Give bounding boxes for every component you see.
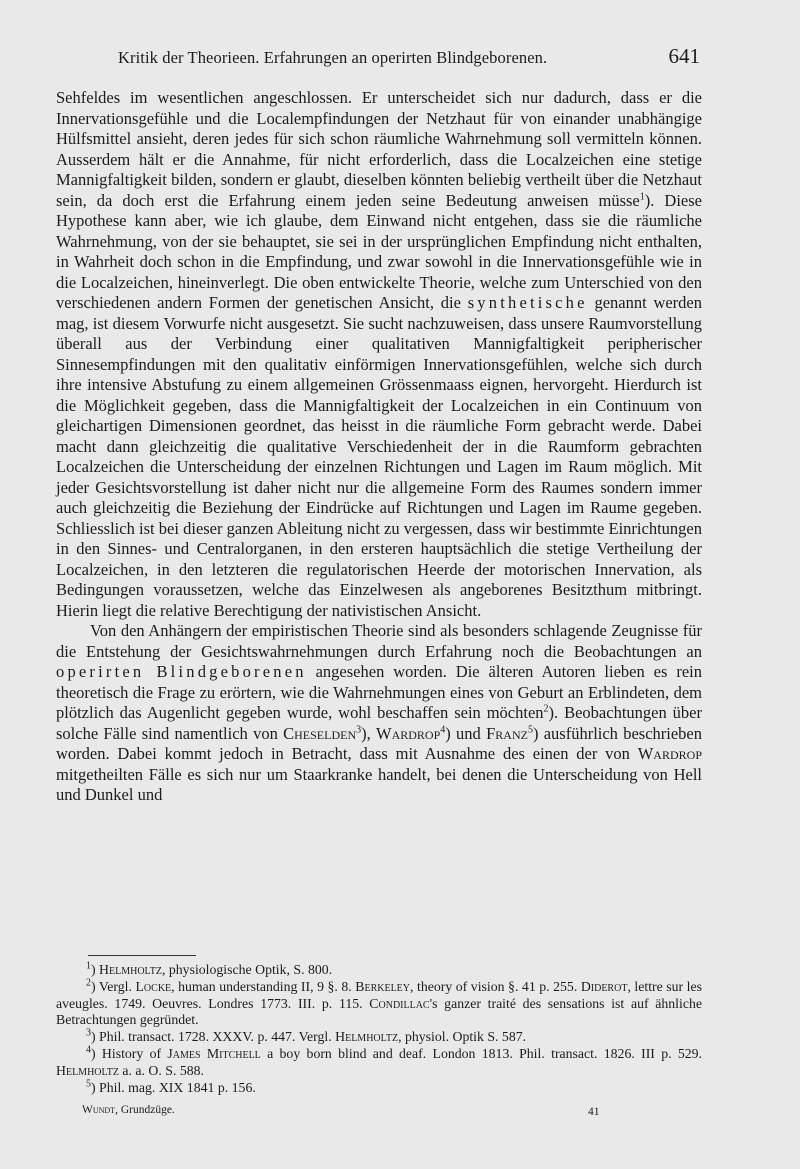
spaced-term: synthetische — [467, 293, 588, 312]
author-name: Locke — [135, 978, 172, 994]
footnote-text: ) Vergl. — [91, 978, 136, 994]
bottom-title — [82, 1104, 175, 1116]
body-text — [56, 88, 702, 806]
footnote-text: ) History of — [91, 1045, 168, 1061]
author-name: James Mitchell — [167, 1045, 261, 1061]
footnote-divider — [88, 955, 196, 956]
p2-text-c: ). Beobachtungen über solche Fälle sind namentlich von — [56, 703, 702, 743]
footnote-text: a. a. O. S. 588. — [118, 1062, 205, 1078]
footnote-ref-2: 2 — [543, 703, 549, 715]
author-name: Helmholtz — [56, 1062, 119, 1078]
footnote-5 — [56, 1077, 702, 1097]
footnote-text: 's ganzer traité des sensations ist auf ähnliche Betrachtungen gegründet. — [56, 995, 702, 1028]
running-title: Kritik der Theorieen. Erfahrungen an operirten Blindgeborenen. — [118, 48, 548, 67]
footnote-text: , theory of vision §. 41 p. 255. — [410, 978, 581, 994]
footnote-2 — [56, 979, 702, 1029]
footnote-text: ) — [91, 962, 100, 977]
p2-text-d: ), — [361, 723, 371, 743]
footnote-1 — [56, 962, 702, 979]
author-name: Wardrop — [376, 723, 441, 743]
author-name: Franz — [486, 723, 528, 743]
running-header — [60, 44, 700, 74]
footnote-ref-3: 3 — [356, 724, 362, 735]
work-title: , Grundzüge. — [115, 1104, 175, 1116]
author-name: Berkeley — [355, 978, 411, 994]
signature-mark: 41 — [588, 1106, 600, 1118]
footnote-ref-4: 4 — [440, 724, 446, 735]
footnote-text: , physiol. Optik S. 587. — [398, 1029, 527, 1045]
spaced-term: operirten Blindgeborenen — [56, 662, 307, 681]
p2-text-e: ) und — [445, 723, 481, 743]
p2-text-f: ) ausführlich beschrieben worden. Dabei kommt jedoch in Betracht, dass mit Ausnahme des einen der von — [56, 723, 703, 763]
footnote-text: ) Phil. mag. XIX 1841 p. 156. — [91, 1079, 256, 1095]
author-name: Helmholtz — [335, 1029, 399, 1045]
p1-text-b: ). Diese Hypothese kann aber, wie ich glaube, dem Einwand nicht entgehen, dass sie die räumliche Wahrnehmung, von der sie behauptet, sie sei in der ursprünglichen Empfindung nicht enthalten, in Wahrheit doch schon in die Empfindung, und zwar sowohl in die Innervationsgefühle wie in die Localzeichen, hineinverlegt. Die oben entwickelte Theorie, welche zum Unterschied von den verschiedenen andern Formen der genetischen Ansicht, die — [56, 190, 702, 312]
page-number: 641 — [668, 44, 700, 68]
paragraph-2 — [56, 621, 702, 806]
footnote-4 — [56, 1046, 702, 1080]
footnote-text: , physiologische Optik, S. 800. — [161, 962, 333, 977]
footnote-text: , lettre sur les aveugles. 1749. Oeuvres. Londres 1773. III. p. 115. — [56, 978, 703, 1011]
footnotes — [56, 962, 702, 1096]
footnote-mark: 5 — [86, 1077, 91, 1089]
footnote-3 — [56, 1029, 702, 1046]
author-name: Wundt — [82, 1104, 116, 1116]
footnote-mark: 4 — [86, 1044, 91, 1056]
footnote-ref-1: 1 — [639, 191, 645, 202]
author-name: Cheselden — [283, 723, 357, 743]
footnote-mark: 2 — [86, 977, 91, 989]
footnote-mark: 3 — [86, 1027, 91, 1039]
footnote-text: a boy born blind and deaf. London 1813. Phil. transact. 1826. III p. 529. — [260, 1045, 703, 1061]
footnote-text: ) Phil. transact. 1728. XXXV. p. 447. Vergl. — [91, 1029, 336, 1045]
author-name: Diderot — [580, 978, 628, 994]
p1-text-c: genannt werden mag, ist diesem Vorwurfe nicht ausgesetzt. Sie sucht nachzuweisen, dass unsere Raumvorstellung überall aus der Verbindung einer qualitativen Mannigfaltigkeit peripherischer Sinnesempfindungen mit den qualitativ einförmigen Innervationsgefühlen, welche sich durch ihre intensive Abstufung zu einem allgemeinen Grössenmaass eignen, hervorgeht. Hierdurch ist die Möglichkeit gegeben, dass die Mannigfaltigkeit der Localzeichen in ein Continuum von gleichartigen Dimensionen geordnet, das heisst in die räumliche Form gebracht werde. Dabei macht dann gleichzeitig die qualitative Verschiedenheit der in die Raumform gebrachten Localzeichen die Unterscheidung der einzelnen Richtungen und Lagen im Raum möglich. Mit jeder Gesichtsvorstellung ist daher nicht nur die allgemeine Form des Raumes sondern immer auch gleichzeitig die Beziehung der Eindrücke auf Richtungen und Lagen im Raume gegeben. Schliesslich ist bei dieser ganzen Ableitung nicht zu vergessen, dass wir bestimmte Einrichtungen in den Sinnes- und Centralorganen, in den ersteren hauptsächlich die stetige Vertheilung der Localzeichen, in den letzteren die regulatorischen Heerde der motorischen Innervation, als Bedingungen voraussetzen, welche das Einzelwesen als angeborenes Besitzthum mitbringt. Hierin liegt die relative Berechtigung der nativistischen Ansicht. — [56, 293, 703, 620]
author-name: Wardrop — [637, 744, 702, 763]
p2-text-b: angesehen worden. Die älteren Autoren lieben es rein theoretisch die Frage zu erörtern, wie die Wahrnehmungen eines von Geburt an Erblindeten, dem plötzlich das Augenlicht gegeben wurde, wohl beschaffen sein möchten — [56, 662, 703, 722]
p2-text-a: Von den Anhängern der empiristischen Theorie sind als besonders schlagende Zeugnisse für die Entstehung der Gesichtswahrnehmungen durch Erfahrung noch die Beobachtungen an — [56, 621, 702, 661]
p1-text-a: Sehfeldes im wesentlichen angeschlossen. Er unterscheidet sich nur dadurch, dass er die Innervationsgefühle und die Localempfindungen der Netzhaut für von einander unabhängige Hülfsmittel ansieht, deren jedes für sich schon räumliche Wahrnehmung soll vermitteln können. Ausserdem hält er die Annahme, für nicht erforderlich, dass die Localzeichen eine stetige Mannigfaltigkeit bilden, sondern er glaubt, dieselben könnten beliebig vertheilt über die Netzhaut sein, da doch erst die Erfahrung einem jeden seine Bedeutung anweisen müsse — [56, 88, 702, 210]
p2-text-g: mitgetheilten Fälle es sich nur um Staarkranke handelt, bei denen die Unterscheidung von Hell und Dunkel und — [56, 764, 702, 804]
footnote-mark: 1 — [86, 960, 91, 972]
footnote-text: , human understanding II, 9 §. 8. — [171, 978, 356, 994]
footnote-ref-5: 5 — [527, 724, 533, 735]
paragraph-1 — [56, 88, 702, 621]
author-name: Condillac — [369, 995, 430, 1011]
author-name: Helmholtz — [99, 962, 162, 977]
